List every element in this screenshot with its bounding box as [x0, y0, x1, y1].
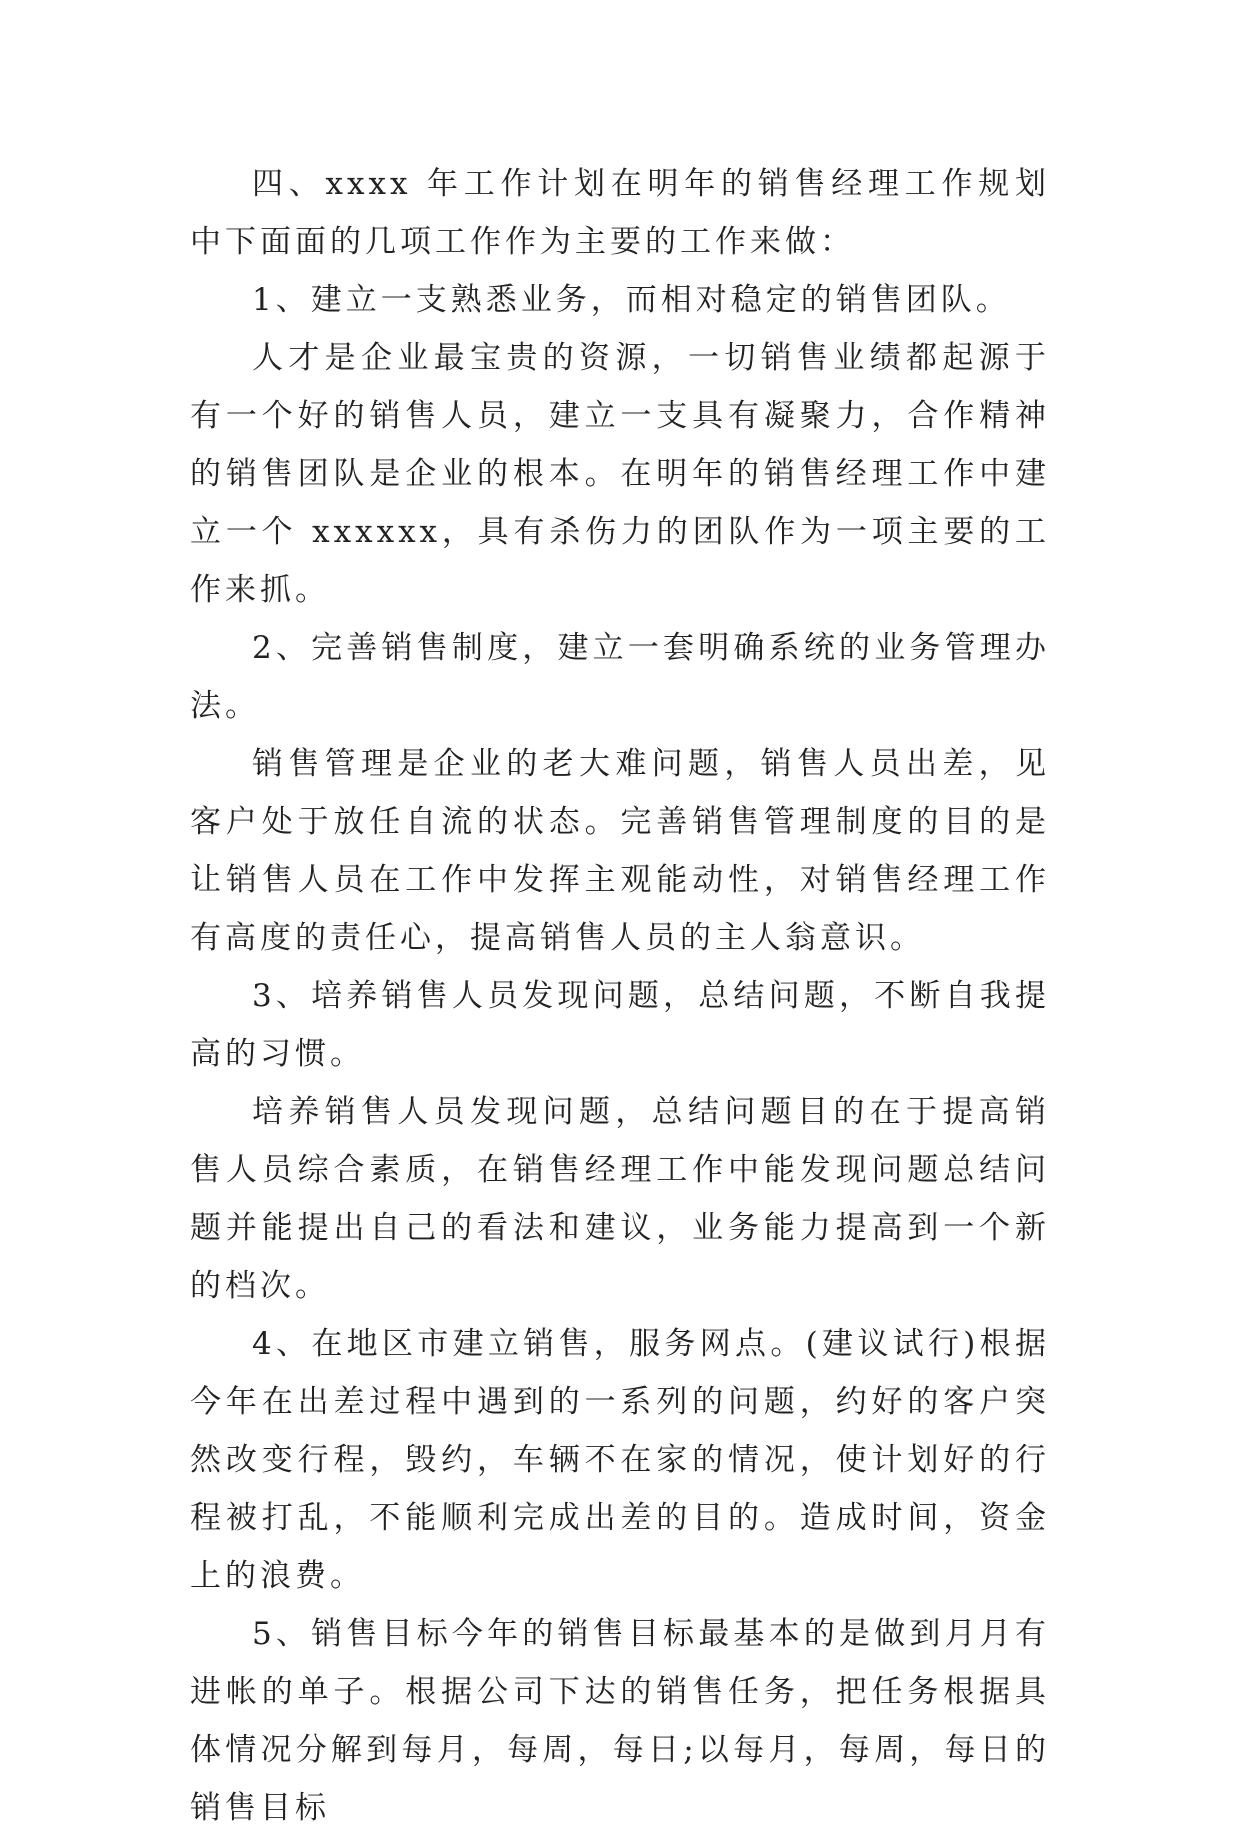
paragraph-item-3-heading: 3、培养销售人员发现问题，总结问题，不断自我提高的习惯。 — [190, 978, 1050, 1072]
paragraph-item-4: 4、在地区市建立销售，服务网点。(建议试行)根据今年在出差过程中遇到的一系列的问题，约好的客户突然改变行程，毁约，车辆不在家的情况，使计划好的行程被打乱，不能顺利完成出差的目的。造成时间，资金上的浪费。 — [190, 1326, 1050, 1594]
paragraph-item-1-body: 人才是企业最宝贵的资源，一切销售业绩都起源于有一个好的销售人员，建立一支具有凝聚力，合作精神的销售团队是企业的根本。在明年的销售经理工作中建立一个 xxxxxx，具有杀伤力的团队作为一项主要的工作来抓。 — [190, 340, 1050, 608]
paragraph-item-2-body: 销售管理是企业的老大难问题，销售人员出差，见客户处于放任自流的状态。完善销售管理制度的目的是让销售人员在工作中发挥主观能动性，对销售经理工作有高度的责任心，提高销售人员的主人翁意识。 — [190, 746, 1050, 956]
document-body — [190, 155, 1050, 1837]
paragraph-item-3-body: 培养销售人员发现问题，总结问题目的在于提高销售人员综合素质，在销售经理工作中能发现问题总结问题并能提出自己的看法和建议，业务能力提高到一个新的档次。 — [190, 1094, 1050, 1304]
paragraph-item-1-heading: 1、建立一支熟悉业务，而相对稳定的销售团队。 — [252, 282, 1011, 318]
paragraph-item-2-heading: 2、完善销售制度，建立一套明确系统的业务管理办法。 — [190, 630, 1050, 724]
paragraph-item-5: 5、销售目标今年的销售目标最基本的是做到月月有进帐的单子。根据公司下达的销售任务，把任务根据具体情况分解到每月，每周，每日;以每月，每周，每日的销售目标 — [190, 1616, 1050, 1826]
paragraph-work-plan-intro: 四、xxxx 年工作计划在明年的销售经理工作规划中下面面的几项工作作为主要的工作来做： — [190, 166, 1050, 260]
